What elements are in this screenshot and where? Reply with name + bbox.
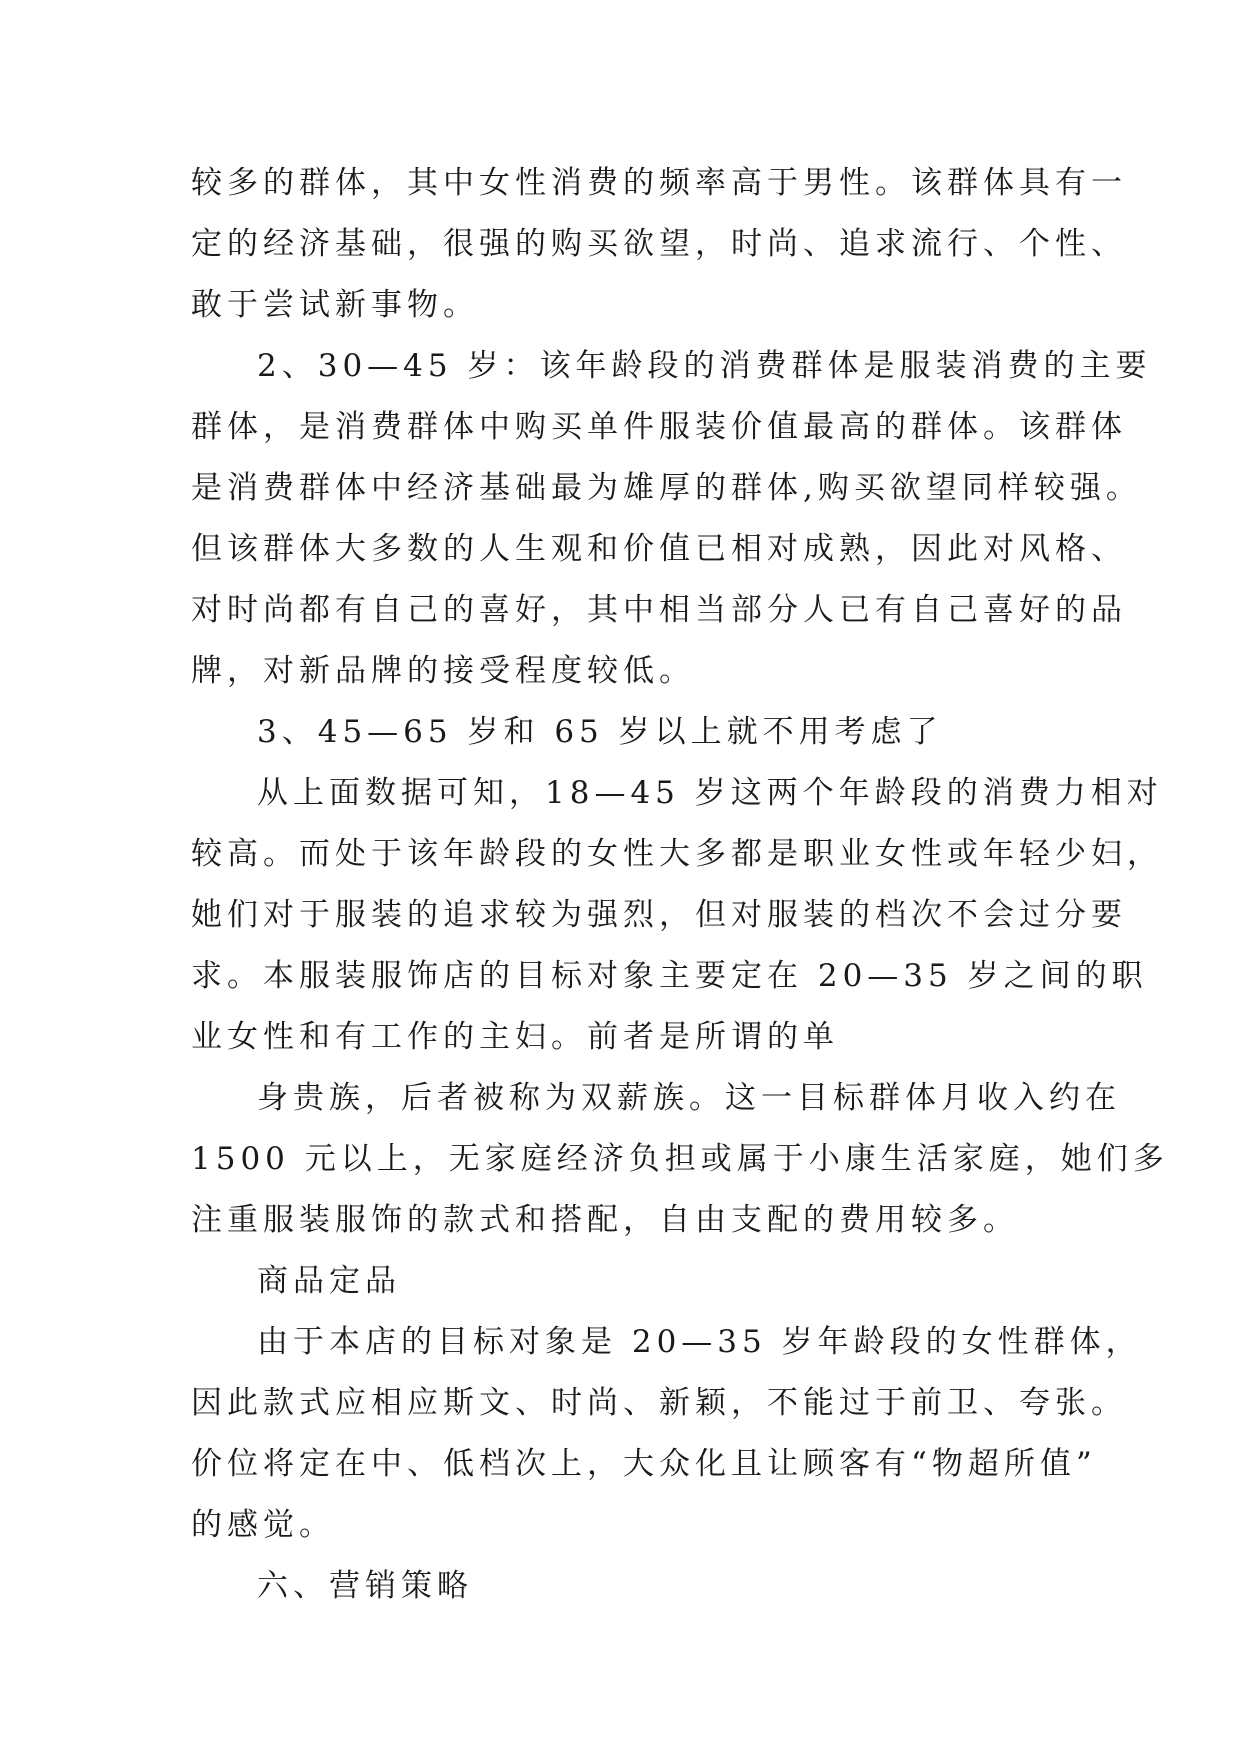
text-line: 牌，对新品牌的接受程度较低。	[191, 653, 695, 689]
text-line: 由于本店的目标对象是 20—35 岁年龄段的女性群体，	[257, 1324, 1142, 1360]
text-line: 敢于尝试新事物。	[191, 287, 479, 323]
text-line: 对时尚都有自己的喜好，其中相当部分人已有自己喜好的品	[191, 592, 1127, 628]
text-line: 求。本服装服饰店的目标对象主要定在 20—35 岁之间的职	[191, 958, 1148, 994]
text-line: 她们对于服装的追求较为强烈，但对服装的档次不会过分要	[191, 897, 1127, 933]
text-line: 商品定品	[257, 1263, 401, 1299]
text-line: 较高。而处于该年龄段的女性大多都是职业女性或年轻少妇，	[191, 836, 1163, 872]
text-line: 但该群体大多数的人生观和价值已相对成熟，因此对风格、	[191, 531, 1127, 567]
text-line: 六、营销策略	[257, 1568, 473, 1604]
text-line: 因此款式应相应斯文、时尚、新颖，不能过于前卫、夸张。	[191, 1385, 1127, 1421]
text-line: 定的经济基础，很强的购买欲望，时尚、追求流行、个性、	[191, 226, 1127, 262]
text-line: 的感觉。	[191, 1507, 335, 1543]
text-line: 3、45—65 岁和 65 岁以上就不用考虑了	[257, 714, 943, 750]
text-line: 2、30—45 岁：该年龄段的消费群体是服装消费的主要	[257, 348, 1152, 384]
body-text	[191, 153, 1169, 1617]
text-line: 业女性和有工作的主妇。前者是所谓的单	[191, 1019, 839, 1055]
text-line: 是消费群体中经济基础最为雄厚的群体,购买欲望同样较强。	[191, 470, 1142, 506]
text-line: 注重服装服饰的款式和搭配，自由支配的费用较多。	[191, 1202, 1019, 1238]
text-line: 1500 元以上，无家庭经济负担或属于小康生活家庭，她们多	[191, 1141, 1169, 1177]
text-line: 身贵族，后者被称为双薪族。这一目标群体月收入约在	[257, 1080, 1121, 1116]
text-line: 价位将定在中、低档次上，大众化且让顾客有“物超所值”	[191, 1446, 1097, 1482]
text-line: 较多的群体，其中女性消费的频率高于男性。该群体具有一	[191, 165, 1127, 201]
text-line: 从上面数据可知，18—45 岁这两个年龄段的消费力相对	[257, 775, 1163, 811]
text-line: 群体，是消费群体中购买单件服装价值最高的群体。该群体	[191, 409, 1127, 445]
